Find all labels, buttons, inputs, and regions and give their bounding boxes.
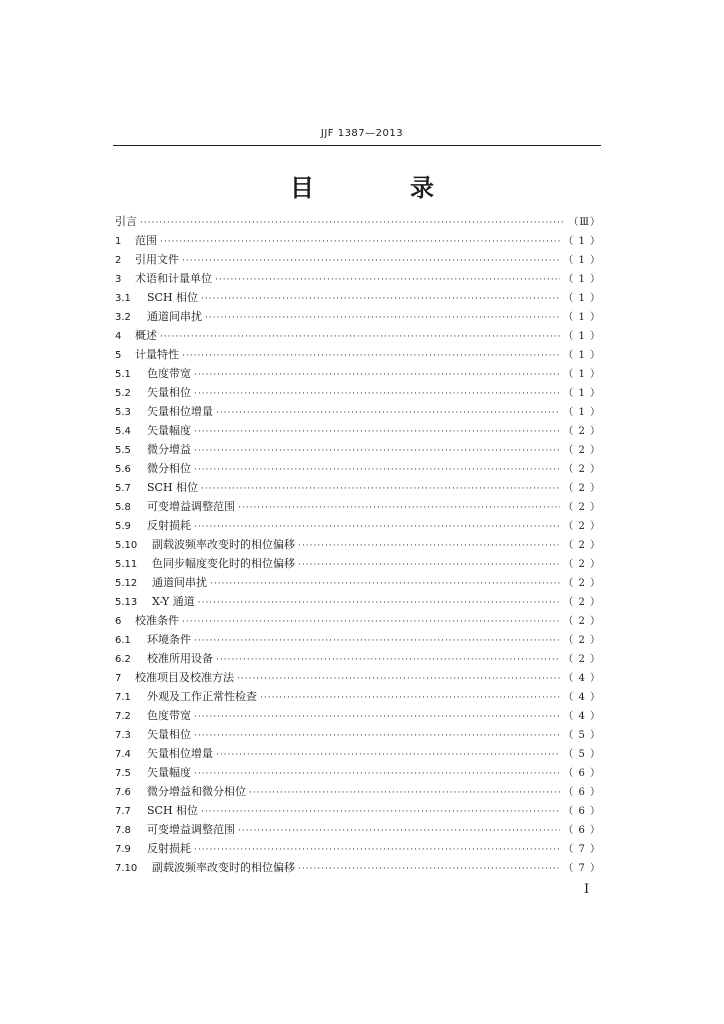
- toc-entry-number: 5.9: [115, 521, 131, 532]
- toc-entry-title: SCH 相位: [147, 804, 199, 817]
- toc-entry-page: （ 1 ）: [563, 236, 601, 247]
- toc-entry[interactable]: [115, 592, 601, 611]
- toc-entry-title: 矢量相位: [147, 386, 191, 399]
- toc-entry-number: 6.2: [115, 654, 131, 665]
- toc-entry-page: （ 2 ）: [563, 426, 601, 437]
- toc-entry-page: （ 1 ）: [563, 369, 601, 380]
- toc-entry-title: 引言: [115, 215, 137, 228]
- toc-entry-page: （ 2 ）: [563, 464, 601, 475]
- dot-leader: [160, 328, 560, 347]
- toc-entry-page: （ 2 ）: [563, 502, 601, 513]
- toc-entry[interactable]: [115, 383, 601, 402]
- toc-entry-page: （ 6 ）: [563, 825, 601, 836]
- toc-entry-number: 5.2: [115, 388, 131, 399]
- dot-leader: [194, 366, 560, 385]
- toc-entry-title: 校准条件: [135, 614, 179, 627]
- toc-entry[interactable]: [115, 307, 601, 326]
- dot-leader: [249, 784, 560, 803]
- dot-leader: [194, 765, 560, 784]
- dot-leader: [201, 290, 560, 309]
- dot-leader: [216, 746, 560, 765]
- toc-entry-title: 通道间串扰: [147, 310, 202, 323]
- toc-entry[interactable]: [115, 858, 601, 877]
- toc-entry-number: 7.3: [115, 730, 131, 741]
- toc-entry-page: （ 2 ）: [563, 445, 601, 456]
- toc-entry[interactable]: [115, 421, 601, 440]
- toc-entry-number: 7.6: [115, 787, 131, 798]
- toc-entry-number: 3.1: [115, 293, 131, 304]
- toc-entry-page: （ 4 ）: [563, 692, 601, 703]
- toc-entry-number: 3: [115, 274, 122, 285]
- toc-entry-title: 微分相位: [147, 462, 191, 475]
- toc-entry-title: 外观及工作正常性检查: [147, 690, 257, 703]
- toc-entry-title: 矢量幅度: [147, 766, 191, 779]
- toc-entry-page: （ 2 ）: [563, 521, 601, 532]
- toc-entry-number: 5.6: [115, 464, 131, 475]
- toc-entry[interactable]: [115, 345, 601, 364]
- dot-leader: [194, 423, 560, 442]
- toc-entry[interactable]: [115, 687, 601, 706]
- toc-entry-page: （ 4 ）: [563, 673, 601, 684]
- dot-leader: [298, 860, 560, 879]
- toc-entry-page: （ 2 ）: [563, 540, 601, 551]
- toc-entry-title: 矢量幅度: [147, 424, 191, 437]
- toc-entry-title: 校准项目及校准方法: [135, 671, 234, 684]
- toc-entry-number: 7.7: [115, 806, 131, 817]
- toc-entry[interactable]: [115, 459, 601, 478]
- dot-leader: [201, 803, 560, 822]
- toc-entry-number: 5.4: [115, 426, 131, 437]
- toc-entry-page: （ 2 ）: [563, 483, 601, 494]
- toc-entry[interactable]: [115, 288, 601, 307]
- toc-entry-number: 3.2: [115, 312, 131, 323]
- toc-entry-title: 矢量相位增量: [147, 405, 213, 418]
- dot-leader: [182, 347, 560, 366]
- toc-entry[interactable]: [115, 250, 601, 269]
- table-of-contents: [115, 212, 601, 877]
- toc-entry-number: 5.10: [115, 540, 138, 551]
- toc-entry[interactable]: [115, 440, 601, 459]
- toc-entry-number: 7.10: [115, 863, 138, 874]
- dot-leader: [238, 499, 560, 518]
- toc-entry-number: 7.5: [115, 768, 131, 779]
- dot-leader: [215, 271, 560, 290]
- toc-entry-title: 微分增益和微分相位: [147, 785, 246, 798]
- toc-entry-title: SCH 相位: [147, 291, 199, 304]
- dot-leader: [210, 575, 560, 594]
- toc-entry-page: （ 2 ）: [563, 635, 601, 646]
- toc-entry-page: （ 7 ）: [563, 863, 601, 874]
- toc-entry-number: 7.1: [115, 692, 131, 703]
- toc-entry-page: （ 1 ）: [563, 350, 601, 361]
- toc-entry-page: （ 1 ）: [563, 255, 601, 266]
- dot-leader: [194, 442, 560, 461]
- toc-entry-title: 范围: [135, 234, 157, 247]
- toc-entry[interactable]: [115, 801, 601, 820]
- toc-entry-page: （ 2 ）: [563, 559, 601, 570]
- toc-entry-page: （ 2 ）: [563, 654, 601, 665]
- dot-leader: [198, 594, 561, 613]
- page-title: 目 录: [290, 174, 470, 202]
- toc-entry-page: （ 1 ）: [563, 312, 601, 323]
- dot-leader: [205, 309, 560, 328]
- toc-entry-title: 概述: [135, 329, 157, 342]
- toc-entry-number: 7.2: [115, 711, 131, 722]
- toc-entry-number: 7: [115, 673, 122, 684]
- toc-entry-title: 色度带宽: [147, 709, 191, 722]
- toc-entry-title: 矢量相位增量: [147, 747, 213, 760]
- dot-leader: [182, 613, 560, 632]
- toc-entry-title: 校准所用设备: [147, 652, 213, 665]
- dot-leader: [194, 385, 560, 404]
- toc-entry[interactable]: [115, 630, 601, 649]
- toc-entry[interactable]: [115, 782, 601, 801]
- toc-entry-number: 5.3: [115, 407, 131, 418]
- dot-leader: [238, 822, 560, 841]
- toc-entry-title: 副载波频率改变时的相位偏移: [152, 538, 295, 551]
- toc-entry-page: （ 7 ）: [563, 844, 601, 855]
- toc-entry[interactable]: [115, 231, 601, 250]
- toc-entry-number: 5.1: [115, 369, 131, 380]
- dot-leader: [194, 461, 560, 480]
- toc-entry-page: （ 1 ）: [563, 331, 601, 342]
- dot-leader: [194, 632, 560, 651]
- dot-leader: [298, 537, 560, 556]
- toc-entry[interactable]: [115, 554, 601, 573]
- document-header-code: JJF 1387—2013: [320, 128, 404, 139]
- dot-leader: [194, 708, 560, 727]
- toc-entry[interactable]: [115, 820, 601, 839]
- toc-entry-title: 色度带宽: [147, 367, 191, 380]
- toc-entry-number: 5.12: [115, 578, 138, 589]
- toc-entry-title: 可变增益调整范围: [147, 500, 235, 513]
- dot-leader: [216, 404, 560, 423]
- toc-entry-title: 副载波频率改变时的相位偏移: [152, 861, 295, 874]
- toc-entry-number: 5.8: [115, 502, 131, 513]
- toc-entry-page: （ 1 ）: [563, 388, 601, 399]
- toc-entry-number: 7.8: [115, 825, 131, 836]
- toc-entry[interactable]: [115, 326, 601, 345]
- toc-entry[interactable]: [115, 706, 601, 725]
- toc-entry-title: 反射损耗: [147, 519, 191, 532]
- toc-entry-title: 可变增益调整范围: [147, 823, 235, 836]
- toc-entry-number: 5.7: [115, 483, 131, 494]
- toc-entry[interactable]: [115, 725, 601, 744]
- toc-entry-number: 1: [115, 236, 122, 247]
- toc-entry-title: X-Y 通道: [152, 595, 195, 608]
- toc-entry-title: 计量特性: [135, 348, 179, 361]
- toc-entry[interactable]: [115, 212, 601, 231]
- toc-entry-page: （ 1 ）: [563, 407, 601, 418]
- toc-entry-page: （ 2 ）: [563, 616, 601, 627]
- header-rule: [113, 145, 601, 146]
- toc-entry-page: （ 6 ）: [563, 787, 601, 798]
- dot-leader: [201, 480, 560, 499]
- toc-entry-title: 通道间串扰: [152, 576, 207, 589]
- toc-entry-number: 4: [115, 331, 122, 342]
- toc-entry-number: 2: [115, 255, 122, 266]
- toc-entry[interactable]: [115, 516, 601, 535]
- toc-entry-number: 6.1: [115, 635, 131, 646]
- dot-leader: [182, 252, 560, 271]
- toc-entry-page: （Ⅲ）: [568, 217, 601, 228]
- toc-entry[interactable]: [115, 402, 601, 421]
- toc-entry-title: 环境条件: [147, 633, 191, 646]
- dot-leader: [140, 214, 565, 233]
- toc-entry-number: 7.9: [115, 844, 131, 855]
- toc-entry[interactable]: [115, 611, 601, 630]
- toc-entry-page: （ 2 ）: [563, 597, 601, 608]
- toc-entry-page: （ 6 ）: [563, 768, 601, 779]
- toc-entry-number: 7.4: [115, 749, 131, 760]
- toc-entry[interactable]: [115, 839, 601, 858]
- toc-entry-title: 矢量相位: [147, 728, 191, 741]
- toc-entry-title: SCH 相位: [147, 481, 199, 494]
- toc-entry-title: 微分增益: [147, 443, 191, 456]
- toc-entry[interactable]: [115, 573, 601, 592]
- toc-entry-page: （ 1 ）: [563, 274, 601, 285]
- toc-entry[interactable]: [115, 763, 601, 782]
- toc-entry-number: 5.11: [115, 559, 138, 570]
- toc-entry[interactable]: [115, 744, 601, 763]
- toc-entry-number: 6: [115, 616, 122, 627]
- toc-entry-number: 5: [115, 350, 122, 361]
- toc-entry-page: （ 5 ）: [563, 730, 601, 741]
- toc-entry[interactable]: [115, 668, 601, 687]
- page-folio: I: [584, 882, 590, 897]
- dot-leader: [260, 689, 560, 708]
- toc-entry[interactable]: [115, 497, 601, 516]
- toc-entry-page: （ 6 ）: [563, 806, 601, 817]
- dot-leader: [237, 670, 560, 689]
- toc-entry-number: 5.13: [115, 597, 138, 608]
- toc-entry-page: （ 5 ）: [563, 749, 601, 760]
- dot-leader: [160, 233, 560, 252]
- dot-leader: [298, 556, 560, 575]
- toc-entry[interactable]: [115, 269, 601, 288]
- toc-entry-title: 引用文件: [135, 253, 179, 266]
- toc-entry[interactable]: [115, 364, 601, 383]
- toc-entry-number: 5.5: [115, 445, 131, 456]
- toc-entry-page: （ 4 ）: [563, 711, 601, 722]
- dot-leader: [216, 651, 560, 670]
- toc-entry[interactable]: [115, 535, 601, 554]
- toc-entry[interactable]: [115, 478, 601, 497]
- toc-entry-page: （ 2 ）: [563, 578, 601, 589]
- toc-entry-page: （ 1 ）: [563, 293, 601, 304]
- dot-leader: [194, 727, 560, 746]
- toc-entry-title: 色同步幅度变化时的相位偏移: [152, 557, 295, 570]
- toc-entry-title: 术语和计量单位: [135, 272, 212, 285]
- toc-entry[interactable]: [115, 649, 601, 668]
- toc-entry-title: 反射损耗: [147, 842, 191, 855]
